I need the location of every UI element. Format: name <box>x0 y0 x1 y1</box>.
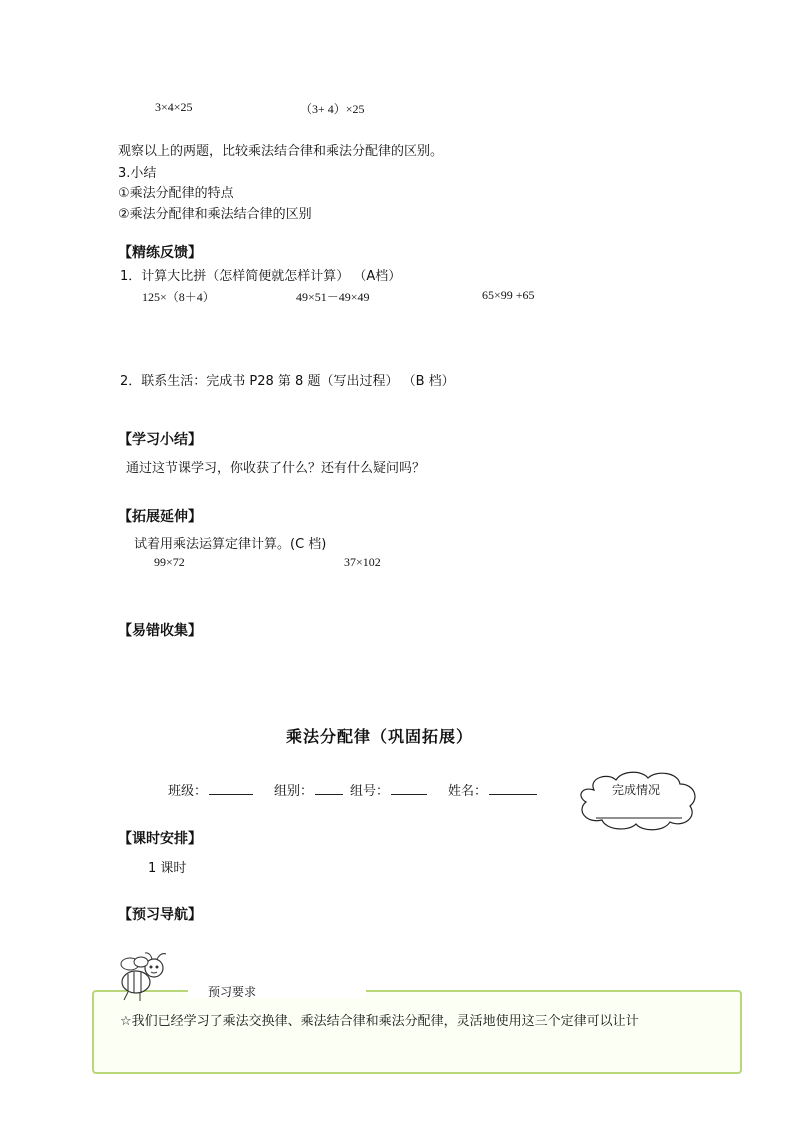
completion-status-label: 完成情况 <box>612 783 661 797</box>
extension-expression-2: 37×102 <box>344 555 381 569</box>
extension-text: 试着用乘法运算定律计算。(C 档) <box>134 537 327 552</box>
group-field[interactable] <box>274 780 343 799</box>
preview-box-title: 预习要求 <box>208 985 257 999</box>
name-blank[interactable] <box>489 782 537 795</box>
name-field[interactable] <box>448 780 537 799</box>
class-blank[interactable] <box>209 782 253 795</box>
summary-item-2: ②乘法分配律和乘法结合律的区别 <box>118 207 312 222</box>
preview-heading: 【预习导航】 <box>118 907 202 923</box>
preview-box <box>92 990 742 1074</box>
group-blank[interactable] <box>315 782 343 795</box>
expression-2: （3+ 4）×25 <box>300 102 365 116</box>
observe-text: 观察以上的两题，比较乘法结合律和乘法分配律的区别。 <box>118 144 444 159</box>
number-blank[interactable] <box>391 782 427 795</box>
bee-icon <box>114 950 172 1002</box>
group-label: 组别： <box>274 784 314 799</box>
feedback-question-2: 2．联系生活：完成书 P28 第 8 题（写出过程） （B 档） <box>120 374 455 389</box>
class-label: 班级： <box>168 784 208 799</box>
cloud-icon <box>574 768 702 832</box>
study-summary-heading: 【学习小结】 <box>118 432 202 448</box>
worksheet-title: 乘法分配律（巩固拓展） <box>286 727 474 746</box>
study-summary-text: 通过这节课学习，你收获了什么？还有什么疑问吗？ <box>126 461 426 476</box>
feedback-expression-2: 49×51－49×49 <box>296 290 370 304</box>
summary-title: 3.小结 <box>118 166 157 181</box>
feedback-question-1: 1．计算大比拼（怎样简便就怎样计算） （A档） <box>120 269 402 284</box>
feedback-heading: 【精练反馈】 <box>118 245 202 261</box>
number-field[interactable] <box>350 780 427 799</box>
number-label: 组号： <box>350 784 390 799</box>
preview-box-text: ☆我们已经学习了乘法交换律、乘法结合律和乘法分配律，灵活地使用这三个定律可以让计 <box>120 1014 639 1029</box>
feedback-expression-1: 125×（8＋4） <box>142 290 215 304</box>
name-label: 姓名： <box>448 784 488 799</box>
extension-expression-1: 99×72 <box>154 555 185 569</box>
class-field[interactable] <box>168 780 253 799</box>
schedule-heading: 【课时安排】 <box>118 831 202 847</box>
expression-1: 3×4×25 <box>155 100 193 114</box>
extension-heading: 【拓展延伸】 <box>118 509 202 525</box>
mistakes-heading: 【易错收集】 <box>118 623 202 639</box>
summary-item-1: ①乘法分配律的特点 <box>118 186 234 201</box>
schedule-text: 1 课时 <box>148 861 187 876</box>
feedback-expression-3: 65×99 +65 <box>482 288 535 302</box>
